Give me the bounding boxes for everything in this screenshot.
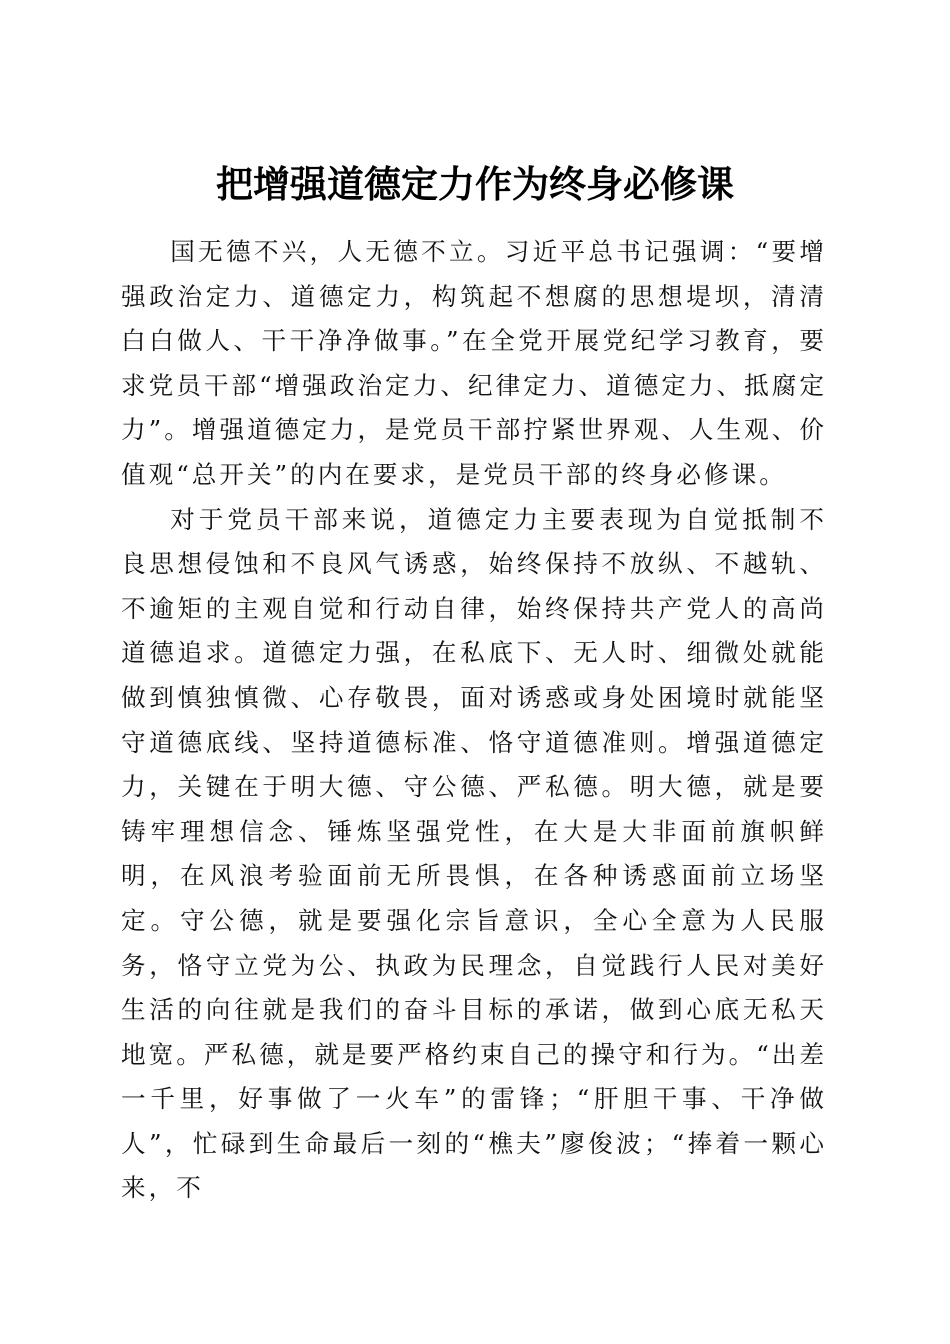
paragraph-2: 对于党员干部来说，道德定力主要表现为自觉抵制不良思想侵蚀和不良风气诱惑，始终保持不放纵、不越轨、不逾矩的主观自觉和行动自律，始终保持共产党人的高尚道德追求。道德定力强，在私底下、无人时、细微处就能做到慎独慎微、心存敬畏，面对诱惑或身处困境时就能坚守道德底线、坚持道德标准、恪守道德准则。增强道德定力，关键在于明大德、守公德、严私德。明大德，就是要铸牢理想信念、锤炼坚强党性，在大是大非面前旗帜鲜明，在风浪考验面前无所畏惧，在各种诱惑面前立场坚定。守公德，就是要强化宗旨意识，全心全意为人民服务，恪守立党为公、执政为民理念，自觉践行人民对美好生活的向往就是我们的奋斗目标的承诺，做到心底无私天地宽。严私德，就是要严格约束自己的操守和行为。“出差一千里，好事做了一火车”的雷锋；“肝胆干事、干净做人”，忙碌到生命最后一刻的“樵夫”廖俊波；“捧着一颗心来，不 [121,504,827,1203]
paragraph-1: 国无德不兴，人无德不立。习近平总书记强调：“要增强政治定力、道德定力，构筑起不想腐的思想堤坝，清清白白做人、干干净净做事。”在全党开展党纪学习教育，要求党员干部“增强政治定力、纪律定力、道德定力、抵腐定力”。增强道德定力，是党员干部拧紧世界观、人生观、价值观“总开关”的内在要求，是党员干部的终身必修课。 [121,237,827,489]
document-title: 把增强道德定力作为终身必修课 [216,161,734,206]
document-body [121,230,827,1211]
